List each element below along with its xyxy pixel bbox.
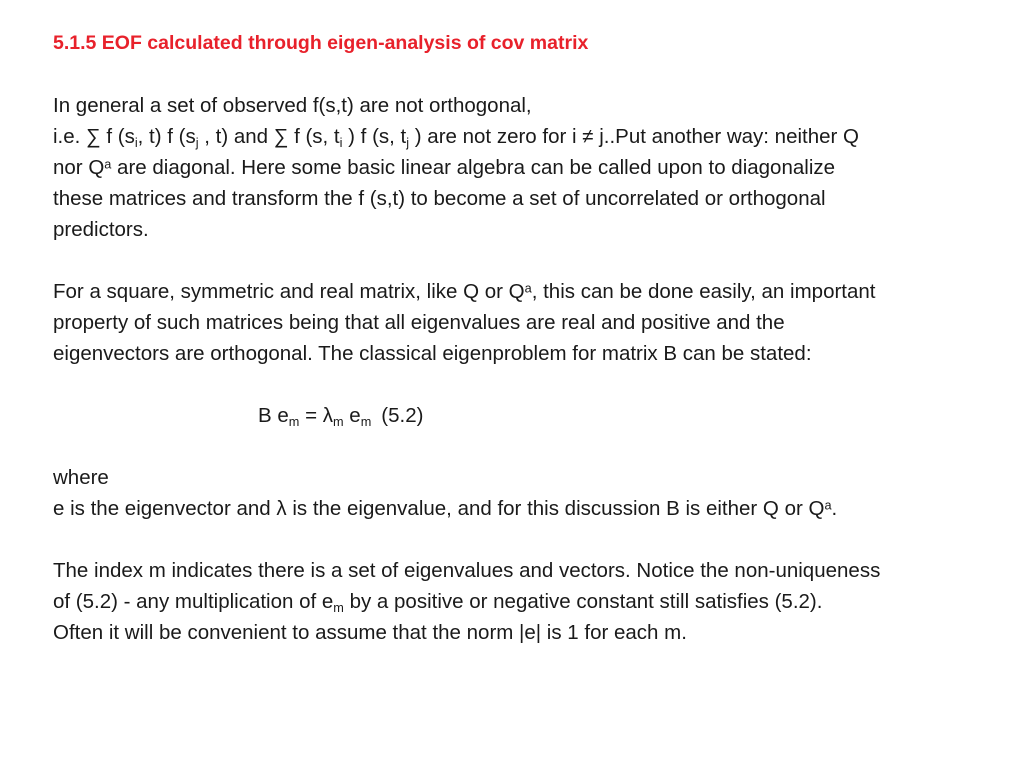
- text-line: i.e. ∑ f ($s_i$, t) f ($s_j$ , t) and ∑ f (s, $t_i$ ) f (s, $t_j$ ) are not zero for i ≠ j..Put another way: neither Q: [53, 125, 860, 150]
- spacer: [53, 369, 996, 400]
- text-line: nor $Q^a$ are diagonal. Here some basic linear algebra can be called upon to diagonalize: [53, 156, 836, 179]
- slide-title: 5.1.5 EOF calculated through eigen-analysis of cov matrix: [53, 32, 589, 54]
- text-line: eigenvectors are orthogonal. The classical eigenproblem for matrix B can be stated:: [53, 342, 812, 365]
- text-line: these matrices and transform the f (s,t) to become a set of uncorrelated or orthogonal: [53, 187, 826, 210]
- spacer: [53, 59, 996, 90]
- text-line: In general a set of observed f(s,t) are not orthogonal,: [53, 94, 532, 117]
- text-line: Often it will be convenient to assume that the norm |e| is 1 for each m.: [53, 621, 687, 644]
- text-line: For a square, symmetric and real matrix, like Q or $Q^a$, this can be done easily, an important: [53, 280, 876, 303]
- text-line: predictors.: [53, 218, 149, 241]
- spacer: [53, 431, 996, 462]
- eigen-equation: B $e_m = \lambda_m$ $e_m$ (5.2): [258, 404, 424, 429]
- text-line: e is the eigenvector and λ is the eigenvalue, and for this discussion B is either Q or $Q^a$.: [53, 497, 838, 520]
- text-line: of (5.2) - any multiplication of $e_m$ by a positive or negative constant still satisfies (5.2).: [53, 590, 823, 615]
- text-line: where: [53, 466, 109, 489]
- paragraph-where: [53, 462, 996, 524]
- equation-number: (5.2): [381, 404, 424, 427]
- text-line: property of such matrices being that all eigenvalues are real and positive and the: [53, 311, 785, 334]
- spacer: [53, 245, 996, 276]
- paragraph-index-m: [53, 555, 996, 648]
- spacer: [53, 524, 996, 555]
- paragraph-orthogonality: [53, 90, 996, 245]
- text-line: The index m indicates there is a set of eigenvalues and vectors. Notice the non-uniqueness: [53, 559, 881, 582]
- paragraph-symmetric-matrix: [53, 276, 996, 369]
